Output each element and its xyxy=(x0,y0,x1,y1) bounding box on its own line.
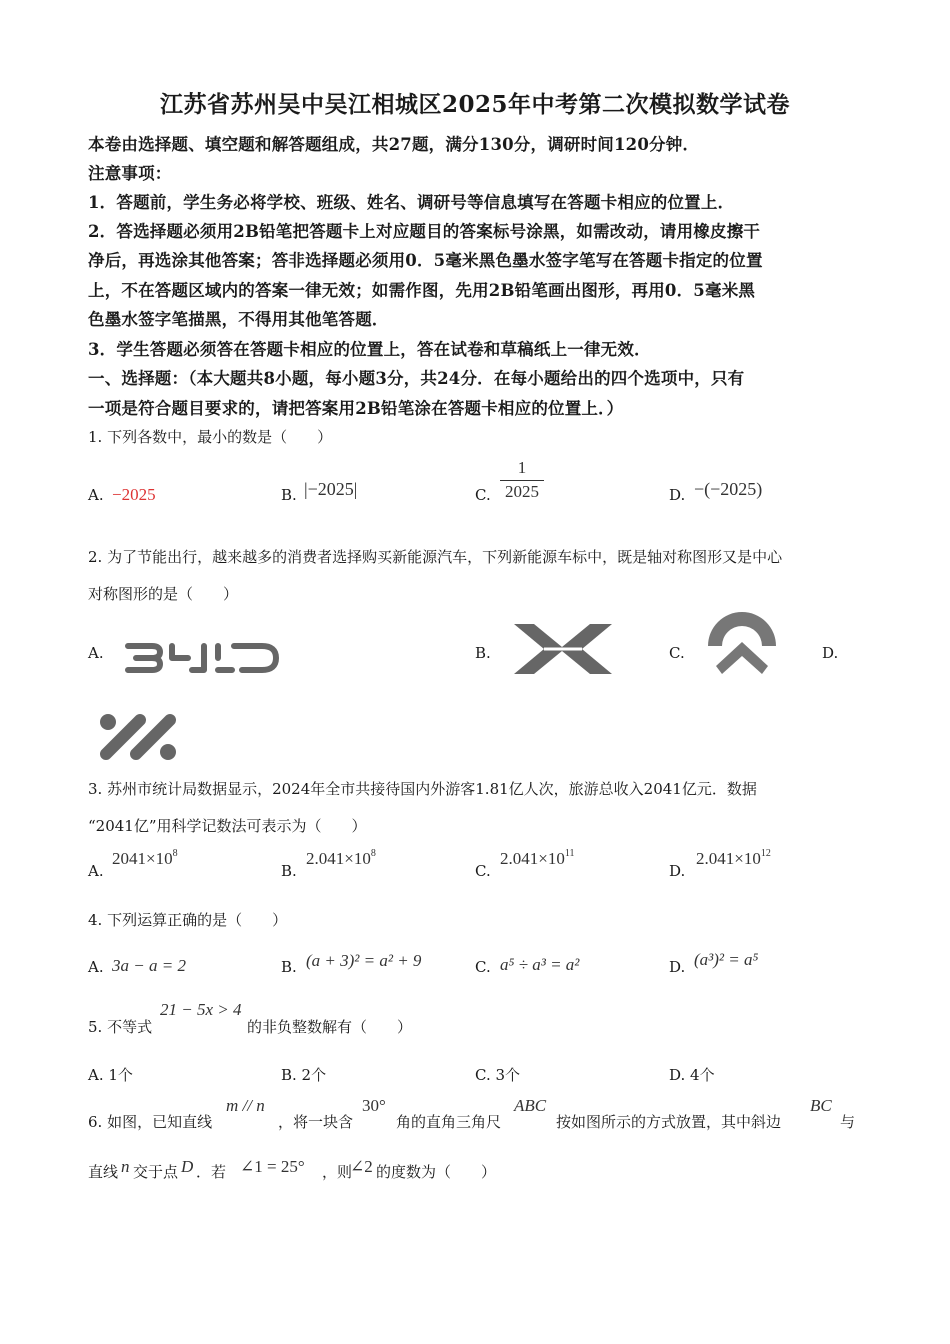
q2-option-label: D. xyxy=(822,644,839,662)
q6-text: 与 xyxy=(840,1113,856,1131)
q3-option-d-exponent: 12 xyxy=(760,848,771,859)
q3-stem: 3. 苏州市统计局数据显示，2024年全市共接待国内外游客1.81亿人次，旅游总收入2041亿元．数据 xyxy=(88,780,757,798)
q6-hypotenuse-bc: BC xyxy=(810,1096,832,1115)
q3-option-b xyxy=(306,848,376,869)
note-line: 2．答选择题必须用2B铅笔把答题卡上对应题目的答案标号涂黑，如需改动，请用橡皮擦干 xyxy=(88,222,761,241)
note-line: 1．答题前，学生务必将学校、班级、姓名、调研号等信息填写在答题卡相应的位置上． xyxy=(88,193,735,212)
q6-text: 的度数为（ ） xyxy=(376,1163,497,1181)
q6-text: ，将一块含 xyxy=(278,1113,354,1131)
q1-option-b: |−2025| xyxy=(304,479,358,499)
q3-option-d xyxy=(696,848,771,869)
q6-text: 6. 如图，已知直线 xyxy=(88,1113,213,1131)
q5-stem-suffix: 的非负整数解有（ ） xyxy=(247,1018,413,1036)
q6-text: 角的直角三角尺 xyxy=(396,1113,502,1131)
note-line: 净后，再选涂其他答案；答非选择题必须用0．5毫米黑色墨水签字笔写在答题卡指定的位置 xyxy=(88,251,763,270)
q2-option-label: C. xyxy=(669,644,685,662)
page-title: 江苏省苏州吴中吴江相城区2025年中考第二次模拟数学试卷 xyxy=(159,91,790,118)
q3-option-b-base: 2.041×10 xyxy=(306,849,371,868)
q3-option-c-base: 2.041×10 xyxy=(500,849,565,868)
q5-option-a: A. 1个 xyxy=(88,1066,133,1084)
q1-option-label: A. xyxy=(88,486,104,504)
q3-option-label: D. xyxy=(669,862,686,880)
q6-angle-1: ∠1 = 25° xyxy=(240,1157,305,1176)
section-heading: 一项是符合题目要求的，请把答案用2B铅笔涂在答题卡相应的位置上．） xyxy=(88,399,624,418)
q1-option-label: B. xyxy=(281,486,297,504)
q1-option-c-fraction xyxy=(500,458,544,502)
q6-angle-30: 30° xyxy=(362,1096,386,1115)
q1-option-c-denominator: 2025 xyxy=(505,482,539,501)
q6-text: 直线 xyxy=(88,1163,119,1181)
q4-option-label: A. xyxy=(88,958,104,976)
q6-point-d: D xyxy=(181,1157,194,1176)
q6-text: ．若 xyxy=(196,1163,227,1181)
byd-logo-image xyxy=(122,640,282,676)
q4-option-b: (a + 3)² = a² + 9 xyxy=(306,951,422,970)
q3-option-label: B. xyxy=(281,862,297,880)
q1-option-label: C. xyxy=(475,486,491,504)
arch-logo-image xyxy=(706,610,778,676)
q3-option-label: C. xyxy=(475,862,491,880)
q4-option-label: D. xyxy=(669,958,686,976)
note-line: 3．学生答题必须答在答题卡相应的位置上，答在试卷和草稿纸上一律无效． xyxy=(88,340,651,359)
q1-option-d: −(−2025) xyxy=(694,479,763,499)
q6-parallel-lines: m // n xyxy=(226,1096,265,1115)
note-line: 上，不在答题区域内的答案一律无效；如需作图，先用2B铅笔画出图形，再用0．5毫米黑 xyxy=(88,281,756,300)
q6-text: 交于点 xyxy=(133,1163,179,1181)
x-shape-logo-image xyxy=(512,622,614,676)
q5-option-d: D. 4个 xyxy=(669,1066,715,1084)
q4-option-a: 3a − a = 2 xyxy=(112,956,186,975)
fraction-bar xyxy=(500,480,544,481)
section-heading: 一、选择题：（本大题共8小题，每小题3分，共24分．在每小题给出的四个选项中，只有 xyxy=(88,369,745,388)
q5-option-c: C. 3个 xyxy=(475,1066,521,1084)
q3-option-d-base: 2.041×10 xyxy=(696,849,761,868)
q4-stem: 4. 下列运算正确的是（ ） xyxy=(88,911,288,929)
q2-option-label: A. xyxy=(88,644,104,662)
q4-option-label: B. xyxy=(281,958,297,976)
q4-option-label: C. xyxy=(475,958,491,976)
q3-option-a-base: 2041×10 xyxy=(112,849,173,868)
slash-logo-image xyxy=(98,712,182,764)
q6-angle-2: ∠2 xyxy=(350,1157,373,1176)
q2-option-label: B. xyxy=(475,644,491,662)
q4-option-d: (a³)² = a⁵ xyxy=(694,950,759,969)
q6-triangle-abc: ABC xyxy=(514,1096,547,1115)
q5-option-b: B. 2个 xyxy=(281,1066,327,1084)
q1-option-a: −2025 xyxy=(112,485,156,504)
notes-heading: 注意事项： xyxy=(88,164,172,183)
q3-option-b-exponent: 8 xyxy=(370,848,376,859)
q4-option-c: a⁵ ÷ a³ = a² xyxy=(500,955,580,974)
q3-option-label: A. xyxy=(88,862,104,880)
q6-text: ，则 xyxy=(322,1163,353,1181)
q3-option-a xyxy=(112,848,178,869)
q1-option-c-numerator: 1 xyxy=(517,458,527,477)
q6-text: 按如图所示的方式放置，其中斜边 xyxy=(556,1113,782,1131)
q3-option-c xyxy=(500,848,574,869)
q2-stem: 对称图形的是（ ） xyxy=(88,585,239,603)
q5-stem-prefix: 5. 不等式 xyxy=(88,1018,153,1036)
note-line: 色墨水签字笔描黑，不得用其他笔答题． xyxy=(88,310,389,329)
q3-stem: “2041亿”用科学记数法可表示为（ ） xyxy=(88,817,367,835)
q6-line-n: n xyxy=(121,1157,130,1176)
q3-option-c-exponent: 11 xyxy=(564,848,575,859)
q1-stem: 1. 下列各数中，最小的数是（ ） xyxy=(88,428,333,446)
intro-text: 本卷由选择题、填空题和解答题组成，共27题，满分130分，调研时间120分钟． xyxy=(88,135,700,154)
q2-stem: 2. 为了节能出行，越来越多的消费者选择购买新能源汽车，下列新能源车标中，既是轴对称图形又是中心 xyxy=(88,548,783,566)
q5-inequality: 21 − 5x > 4 xyxy=(160,1000,242,1019)
q1-option-label: D. xyxy=(669,486,686,504)
q3-option-a-exponent: 8 xyxy=(172,848,178,859)
